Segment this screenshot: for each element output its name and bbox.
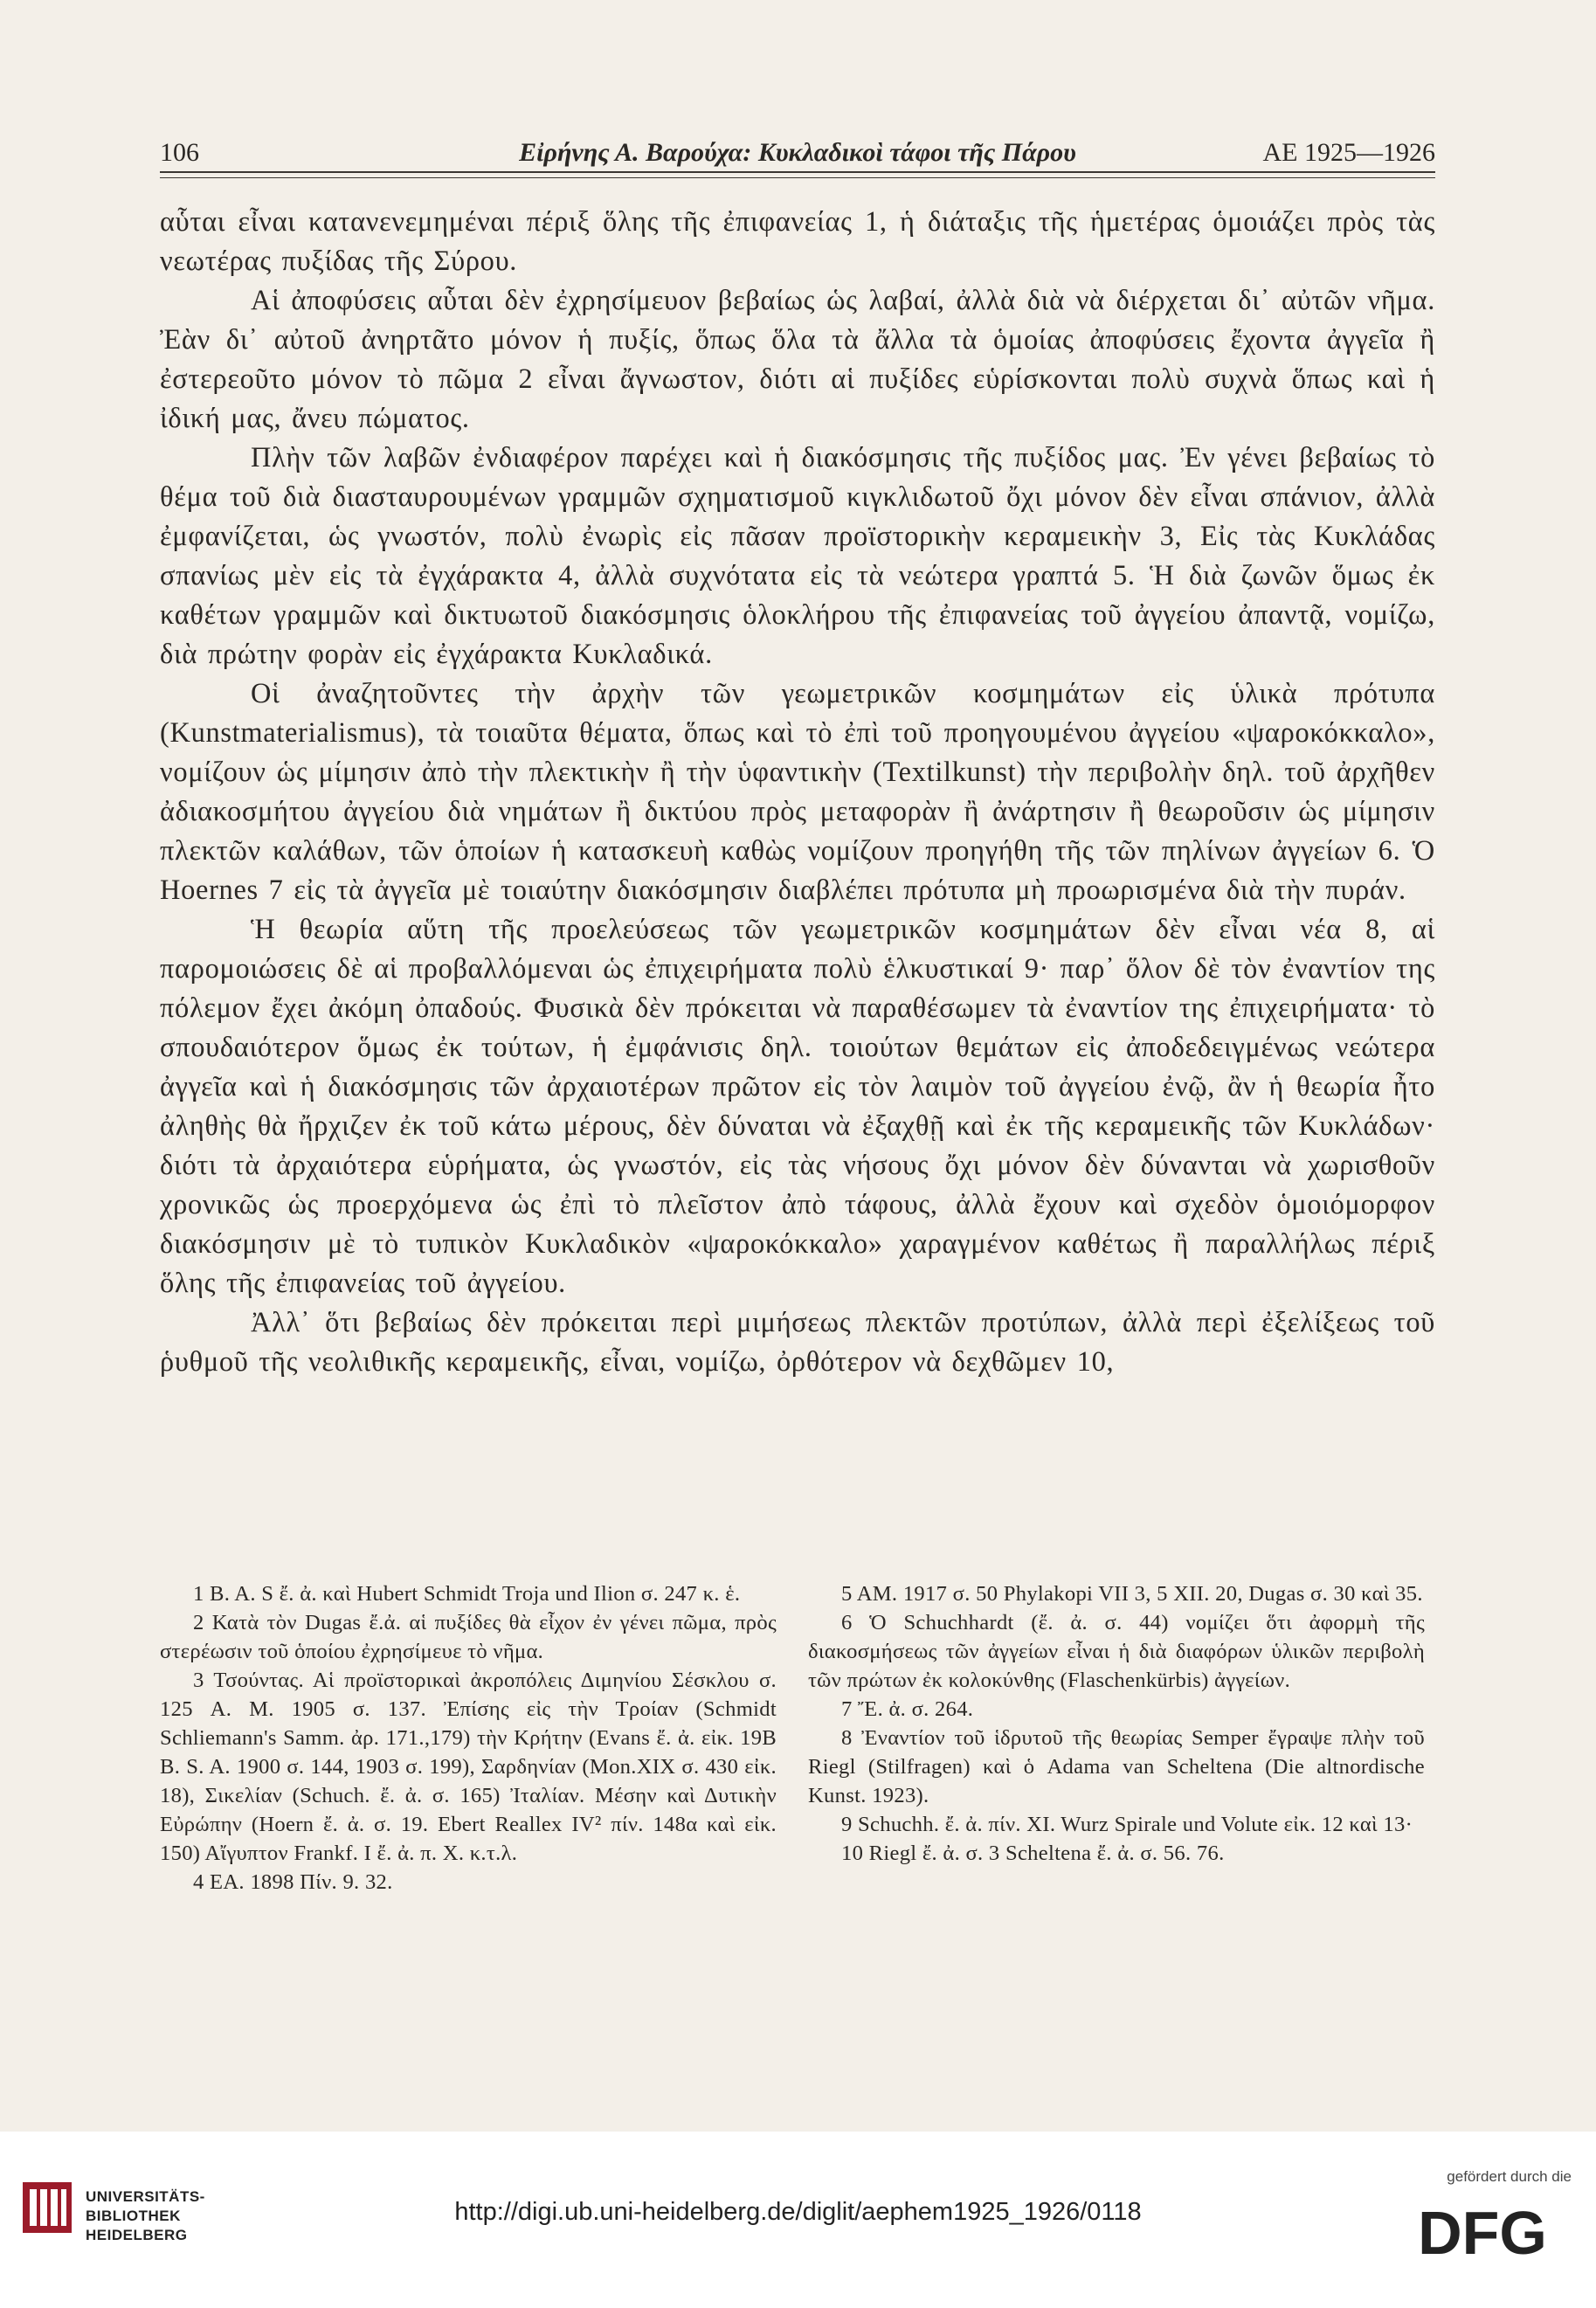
paragraph: αὗται εἶναι κατανενεμημέναι πέριξ ὅλης τῆς ἐπιφανείας 1, ἡ διάταξις τῆς ἡμετέρας ὁμοιάζει πρὸς τὰς νεωτέρας πυξίδας τῆς Σύρου. bbox=[160, 206, 1435, 277]
page-number: 106 bbox=[160, 138, 199, 167]
permalink-url[interactable]: http://digi.ub.uni-heidelberg.de/diglit/aephem1925_1926/0118 bbox=[454, 2198, 1142, 2226]
volume-label: ΑΕ 1925—1926 bbox=[1262, 138, 1435, 167]
footnote: 1 B. A. S ἔ. ἀ. καὶ Hubert Schmidt Troja und Ilion σ. 247 κ. ἑ. bbox=[193, 1582, 741, 1606]
body-text bbox=[160, 203, 1435, 1382]
paragraph: Αἱ ἀποφύσεις αὗται δὲν ἐχρησίμευον βεβαίως ὡς λαβαί, ἀλλὰ διὰ νὰ διέρχεται δι᾽ αὐτῶν νῆμα. Ἐὰν δι᾽ αὐτοῦ ἀνηρτᾶτο μόνον ἡ πυξίς, ὅπως ὅλα τὰ ἄλλα τὰ ὁμοίας ἀποφύσεις ἔχοντα ἀγγεῖα ἢ ἐστερεοῦτο μόνον τὸ πῶμα 2 εἶναι ἄγνωστον, διότι αἱ πυξίδες εὑρίσκονται πολὺ συχνὰ ὅπως καὶ ἡ ἰδική μας, ἄνευ πώματος. bbox=[160, 285, 1435, 434]
library-name: UNIVERSITÄTS- BIBLIOTHEK HEIDELBERG bbox=[86, 2188, 205, 2243]
footnote: 9 Schuchh. ἔ. ἀ. πίν. XI. Wurz Spirale und Volute εἰκ. 12 καὶ 13· bbox=[841, 1813, 1413, 1836]
dfg-logo-text: DFG bbox=[1418, 2201, 1547, 2263]
footnote: 2 Κατὰ τὸν Dugas ἔ.ἀ. αἱ πυξίδες θὰ εἶχον ἐν γένει πῶμα, πρὸς στερέωσιν τοῦ ὁποίου ἐχρησίμευε τὸ νῆμα. bbox=[160, 1611, 777, 1663]
running-title: Εἰρήνης Α. Βαρούχα: Κυκλαδικοὶ τάφοι τῆς Πάρου bbox=[519, 138, 1076, 167]
paragraph: Πλὴν τῶν λαβῶν ἐνδιαφέρον παρέχει καὶ ἡ διακόσμησις τῆς πυξίδος μας. Ἐν γένει βεβαίως τὸ θέμα τοῦ διὰ διασταυρουμένων γραμμῶν σχηματισμοῦ κιγκλιδωτοῦ ὄχι μόνον δὲν εἶναι σπάνιον, ἀλλὰ ἐμφανίζεται, ὡς γνωστόν, πολὺ ἐνωρὶς εἰς πᾶσαν προϊστορικὴν κεραμεικὴν 3, Εἰς τὰς Κυκλάδας σπανίως μὲν εἰς τὰ ἐγχάρακτα 4, ἀλλὰ συχνότατα εἰς τὰ νεώτερα γραπτά 5. Ἡ διὰ ζωνῶν ὅμως ἐκ καθέτων γραμμῶν καὶ δικτυωτοῦ διακόσμησις ὁλοκλήρου τῆς ἐπιφανείας τοῦ ἀγγείου ἀπαντᾷ, νομίζω, διὰ πρώτην φορὰν εἰς ἐγχάρακτα Κυκλαδικά. bbox=[160, 442, 1435, 670]
funding-label: gefördert durch die bbox=[1447, 2168, 1572, 2185]
paragraph: Οἱ ἀναζητοῦντες τὴν ἀρχὴν τῶν γεωμετρικῶν κοσμημάτων εἰς ὑλικὰ πρότυπα (Kunstmaterialismus), τὰ τοιαῦτα θέματα, ὅπως καὶ τὸ ἐπὶ τοῦ προηγουμένου ἀγγείου «ψαροκόκκαλο», νομίζουν ὡς μίμησιν ἀπὸ τὴν πλεκτικὴν ἢ τὴν ὑφαντικὴν (Textilkunst) τὴν περιβολὴν δηλ. τοῦ ἀρχῆθεν ἀδιακοσμήτου ἀγγείου διὰ νημάτων ἢ δικτύου πρὸς μεταφορὰν ἢ ἀνάρτησιν ἢ θεωροῦσιν ὡς μίμησιν πλεκτῶν καλάθων, τῶν ὁποίων ἡ κατασκευὴ καθὼς νομίζουν προηγήθη τῆς τῶν πηλίνων ἀγγείων 6. Ὁ Hoernes 7 εἰς τὰ ἀγγεῖα μὲ τοιαύτην διακόσμησιν διαβλέπει πρότυπα μὴ προωρισμένα διὰ τὴν πυράν. bbox=[160, 678, 1435, 906]
footnote: 8 Ἐναντίον τοῦ ἱδρυτοῦ τῆς θεωρίας Semper ἔγραψε πλὴν τοῦ Riegl (Stilfragen) καὶ ὁ Adama van Scheltena (Die altnordische Kunst. 1923). bbox=[808, 1726, 1425, 1807]
footnote: 3 Τσούντας. Αἱ προϊστορικαὶ ἀκροπόλεις Διμηνίου Σέσκλου σ. 125 A. M. 1905 σ. 137. Ἐπίσης εἰς τὴν Τροίαν (Schmidt Schliemann's Samm. ἀρ. 171.,179) τὴν Κρήτην (Evans ἔ. ἀ. εἰκ. 19B B. S. A. 1900 σ. 144, 1903 σ. 199), Σαρδηνίαν (Mon.XIX σ. 430 εἰκ. 18), Σικελίαν (Schuch. ἔ. ἀ. σ. 165) Ἰταλίαν. Μέσην καὶ Δυτικὴν Εὐρώπην (Hoern ἔ. ἀ. σ. 19. Ebert Reallex IV² πίν. 148α καὶ εἰκ. 150) Αἴγυπτον Frankf. I ἔ. ἀ. π. Χ. κ.τ.λ. bbox=[160, 1669, 777, 1865]
footnote: 10 Riegl ἔ. ἀ. σ. 3 Scheltena ἔ. ἀ. σ. 56. 76. bbox=[841, 1842, 1225, 1865]
footnote: 4 ΕΑ. 1898 Πίν. 9. 32. bbox=[193, 1870, 393, 1894]
paragraph: Ἡ θεωρία αὕτη τῆς προελεύσεως τῶν γεωμετρικῶν κοσμημάτων δὲν εἶναι νέα 8, αἱ παρομοιώσεις δὲ αἱ προβαλλόμεναι ὡς ἐπιχειρήματα πολὺ ἑλκυστικαί 9· παρ᾽ ὅλον δὲ τὸν ἐναντίον της πόλεμον ἔχει ἀκόμη ὀπαδούς. Φυσικὰ δὲν πρόκειται νὰ παραθέσωμεν τὰ ἐναντίον της ἐπιχειρήματα· τὸ σπουδαιότερον ὅμως ἐκ τούτων, ἡ ἐμφάνισις δηλ. τοιούτων θεμάτων εἰς ἀποδεδειγμένως νεώτερα ἀγγεῖα καὶ ἡ διακόσμησις τῶν ἀρχαιοτέρων πρῶτον εἰς τὸν λαιμὸν τοῦ ἀγγείου ἐνῷ, ἂν ἡ θεωρία ἦτο ἀληθὴς θὰ ἤρχιζεν ἐκ τοῦ κάτω μέρους, δὲν δύναται νὰ ἐξαχθῇ καὶ ἐκ τῆς κεραμεικῆς τῶν Κυκλάδων· διότι τὰ ἀρχαιότερα εὑρήματα, ὡς γνωστόν, εἰς τὰς νήσους ὄχι μόνον δὲν δύνανται νὰ χωρισθοῦν χρονικῶς ὡς προερχόμενα ὡς ἐπὶ τὸ πλεῖστον ἀπὸ τάφους, ἀλλὰ ἔχουν καὶ σχεδὸν ὁμοιόμορφον διακόσμησιν μὲ τὸ τυπικὸν Κυκλαδικὸν «ψαροκόκκαλο» χαραγμένον καθέτως ἢ παραλλήλως πέριξ ὅλης τῆς ἐπιφανείας τοῦ ἀγγείου. bbox=[160, 914, 1435, 1299]
header-rule-thin bbox=[160, 177, 1435, 178]
dfg-logo[interactable] bbox=[1395, 2201, 1570, 2263]
footnotes-left-column bbox=[160, 1579, 777, 1897]
running-header bbox=[160, 138, 1435, 180]
footnote: 5 AM. 1917 σ. 50 Phylakopi VII 3, 5 XII. 20, Dugas σ. 30 καὶ 35. bbox=[841, 1582, 1423, 1606]
footnote: 6 Ὁ Schuchhardt (ἔ. ἀ. σ. 44) νομίζει ὅτι ἀφορμὴ τῆς διακοσμήσεως τῶν ἀγγείων εἶναι ἡ διὰ διαφόρων ὑλικῶν περιβολὴ τῶν πρώτων ἐκ κολοκύνθης (Flaschenkürbis) ἀγγείων. bbox=[808, 1611, 1425, 1692]
footnotes-right-column bbox=[808, 1579, 1425, 1868]
viewer-footer bbox=[0, 2132, 1596, 2308]
header-rule bbox=[160, 171, 1435, 173]
footnote: 7 Ἔ. ἀ. σ. 264. bbox=[841, 1697, 974, 1721]
paragraph: Ἀλλ᾽ ὅτι βεβαίως δὲν πρόκειται περὶ μιμήσεως πλεκτῶν προτύπων, ἀλλὰ περὶ ἐξελίξεως τοῦ ῥυθμοῦ τῆς νεολιθικῆς κεραμεικῆς, εἶναι, νομίζω, ὀρθότερον νὰ δεχθῶμεν 10, bbox=[160, 1307, 1435, 1378]
